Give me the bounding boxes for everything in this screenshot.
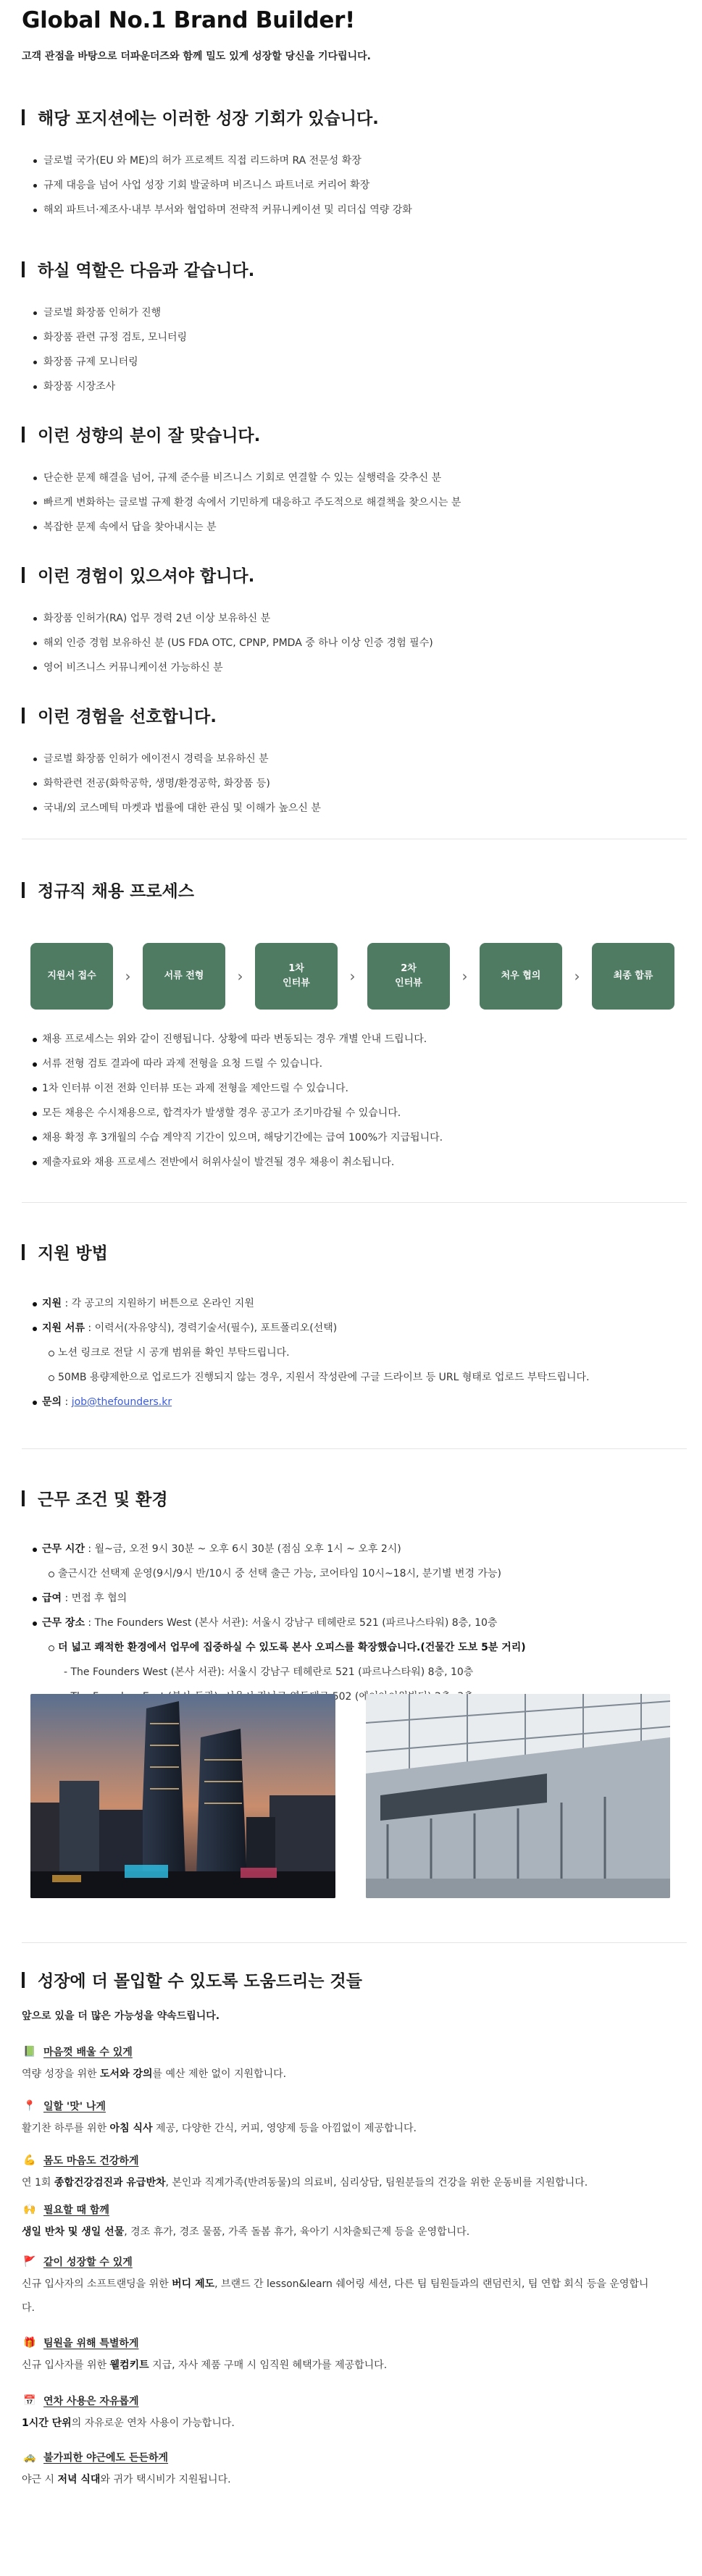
page-subtitle: 고객 관점을 바탕으로 더파운더즈와 함께 밀도 있게 성장할 당신을 기다립니다. <box>22 51 371 62</box>
flag-icon: 🚩 <box>23 2256 36 2267</box>
benefit-header <box>22 2199 674 2220</box>
apply-list <box>42 1291 590 1414</box>
chevron-right-icon: › <box>349 968 356 985</box>
desc-bold: 웰컴키트 <box>109 2359 149 2371</box>
list-item: 화학관련 전공(화학공학, 생명/환경공학, 화장품 등) <box>43 771 321 796</box>
benefit-header <box>22 2251 659 2273</box>
benefit-title: 필요할 때 함께 <box>43 2204 109 2216</box>
chevron-right-icon: › <box>125 968 131 985</box>
section-bar <box>22 109 25 125</box>
list-item: 제출자료와 채용 프로세스 전반에서 허위사실이 발견될 경우 채용이 취소됩니다. <box>42 1150 443 1175</box>
section-title-text: 정규직 채용 프로세스 <box>38 882 194 901</box>
benefits-lead: 앞으로 있을 더 많은 가능성을 약속드립니다. <box>22 2010 220 2022</box>
benefit-header <box>22 2446 674 2468</box>
divider <box>22 1448 687 1449</box>
section-title-text: 성장에 더 몰입할 수 있도록 도움드리는 것들 <box>38 1972 362 1991</box>
benefit-header <box>22 2149 674 2171</box>
work-place-note <box>42 1635 526 1660</box>
benefit-header <box>22 2095 674 2117</box>
benefit-health <box>22 2149 674 2195</box>
chevron-right-icon: › <box>574 968 580 985</box>
pray-icon: 🙌 <box>23 2204 36 2215</box>
benefit-together <box>22 2199 674 2244</box>
process-step: 지원서 접수 <box>30 943 113 1010</box>
apply-contact <box>42 1390 590 1414</box>
benefit-desc <box>22 2220 674 2244</box>
label: 급여 <box>42 1593 62 1604</box>
list-item: 모든 채용은 수시채용으로, 합격자가 발생할 경우 공고가 조기마감될 수 있습니다. <box>42 1101 443 1125</box>
desc-bold: 저녁 식대 <box>57 2474 101 2485</box>
section-title-process <box>22 878 194 902</box>
work-place-east: 502 <box>332 1691 352 1703</box>
section-title-text: 해당 포지션에는 이러한 성장 기회가 있습니다. <box>38 109 379 128</box>
section-title-conditions <box>22 1486 168 1510</box>
benefit-desc <box>22 2273 659 2320</box>
desc-bold: 생일 반차 및 생일 선물 <box>22 2226 125 2238</box>
benefit-title: 몸도 마음도 건강하게 <box>43 2155 139 2167</box>
desc-pre: 활기찬 하루를 위한 <box>22 2123 110 2134</box>
benefit-welcome <box>22 2332 674 2378</box>
benefit-title: 같이 성장할 수 있게 <box>43 2257 133 2268</box>
note-text: 더 넓고 쾌적한 환경에서 업무에 집중하실 수 있도록 본사 오피스를 확장했습니다.(건물간 도보 5분 거리) <box>58 1642 526 1653</box>
benefit-overtime <box>22 2446 674 2492</box>
benefit-title: 팀원을 위해 특별하게 <box>43 2338 139 2349</box>
process-step: 서류 전형 <box>143 943 225 1010</box>
benefit-desc <box>22 2171 674 2195</box>
benefit-desc <box>22 2468 674 2492</box>
list-item: 국내/외 코스메틱 마켓과 법률에 대한 관심 및 이해가 높으신 분 <box>43 796 321 821</box>
benefit-desc <box>22 2117 674 2141</box>
section-title-fit <box>22 422 260 446</box>
section-title-preferred <box>22 703 217 727</box>
list-item: 해외 파트너·제조사·내부 부서와 협업하며 전략적 커뮤니케이션 및 리더십 역량 강화 <box>43 198 412 222</box>
value: : 월~금, 오전 9시 30분 ~ 오후 6시 30분 (점심 오후 1시 ~ 오후 2시) <box>84 1543 401 1555</box>
office-entrance-photo <box>366 1694 670 1898</box>
separator: : <box>62 1396 72 1408</box>
divider <box>22 1202 687 1203</box>
benefit-title: 마음껏 배울 수 있게 <box>43 2047 133 2058</box>
section-title-benefits <box>22 1968 362 1992</box>
opportunity-list <box>43 148 412 222</box>
page-title: Global No.1 Brand Builder! <box>22 7 355 33</box>
list-item: 화장품 인허가(RA) 업무 경력 2년 이상 보유하신 분 <box>43 606 433 631</box>
list-item: 글로벌 화장품 인허가 에이전시 경력을 보유하신 분 <box>43 747 321 771</box>
list-item: 글로벌 화장품 인허가 진행 <box>43 301 187 325</box>
section-bar <box>22 261 25 277</box>
calendar-icon: 📅 <box>23 2395 36 2407</box>
chevron-right-icon: › <box>461 968 468 985</box>
process-notes <box>42 1027 443 1175</box>
process-step: 처우 협의 <box>480 943 562 1010</box>
preferred-list <box>43 747 321 821</box>
value: : The Founders West (본사 서관): 서울시 강남구 테헤란로 521 (파르나스타워) 8층, 10층 <box>84 1617 498 1629</box>
section-bar <box>22 567 25 583</box>
pin-icon: 📍 <box>23 2100 36 2112</box>
section-title-apply <box>22 1240 108 1264</box>
list-item: 화장품 관련 규정 검토, 모니터링 <box>43 325 187 350</box>
desc-post: 제공, 다양한 간식, 커피, 영양제 등을 아낌없이 제공합니다. <box>152 2123 417 2134</box>
label: 지원 <box>42 1298 62 1309</box>
work-place <box>42 1611 526 1635</box>
process-step: 2차 인터뷰 <box>367 943 450 1010</box>
section-title-required <box>22 563 254 587</box>
divider <box>22 1942 687 1943</box>
section-bar <box>22 882 25 898</box>
apply-docs-note: 50MB 용량제한으로 업로드가 진행되지 않는 경우, 지원서 작성란에 구글 드라이브 등 URL 형태로 업로드 부탁드립니다. <box>42 1365 590 1390</box>
desc-post: , 본인과 직계가족(반려동물)의 의료비, 심리상담, 팀원분들의 건강을 위한 운동비를 지원합니다. <box>165 2177 588 2189</box>
section-title-text: 하실 역할은 다음과 같습니다. <box>38 261 255 280</box>
duties-list <box>43 301 187 399</box>
desc-post: 를 예산 제한 없이 지원합니다. <box>152 2068 287 2080</box>
label: 근무 시간 <box>42 1543 85 1555</box>
desc-post: 와 귀가 택시비가 지원됩니다. <box>100 2474 231 2485</box>
list-item: 빠르게 변화하는 글로벌 규제 환경 속에서 기민하게 대응하고 주도적으로 해결책을 찾으시는 분 <box>43 490 461 515</box>
section-title-text: 근무 조건 및 환경 <box>38 1490 168 1509</box>
section-title-text: 이런 성향의 분이 잘 맞습니다. <box>38 427 261 445</box>
desc-post: 의 자유로운 연차 사용이 가능합니다. <box>71 2417 235 2429</box>
list-item: 복잡한 문제 속에서 답을 찾아내시는 분 <box>43 515 461 540</box>
desc-bold: 도서와 강의 <box>100 2068 153 2080</box>
fit-list <box>43 466 461 540</box>
required-list <box>43 606 433 680</box>
list-item: 규제 대응을 넘어 사업 성장 기회 발굴하며 비즈니스 파트너로 커리어 확장 <box>43 173 412 198</box>
section-title-text: 이런 경험을 선호합니다. <box>38 708 217 726</box>
desc-post: , 브랜드 간 lesson&learn 쉐어링 세션, 다른 팀 팀원들과의 랜덤런치, 팀 연합 회식 등을 운영합니다. <box>22 2278 649 2314</box>
benefit-title: 연차 사용은 자유롭게 <box>43 2396 139 2407</box>
car-icon: 🚕 <box>23 2451 36 2463</box>
benefit-header <box>22 2332 674 2354</box>
apply-docs-note: 노션 링크로 전달 시 공개 범위를 확인 부탁드립니다. <box>42 1341 590 1365</box>
gift-icon: 🎁 <box>23 2337 36 2349</box>
desc-bold: 버디 제도 <box>172 2278 215 2290</box>
benefit-leave <box>22 2390 674 2436</box>
desc-pre: 역량 성장을 위한 <box>22 2068 101 2080</box>
section-title-opportunity <box>22 105 379 129</box>
apply-docs <box>42 1316 590 1341</box>
benefit-title: 불가피한 야근에도 든든하게 <box>43 2452 169 2464</box>
benefit-desc <box>22 2354 674 2378</box>
desc-pre: 신규 입사자를 위한 <box>22 2359 110 2371</box>
muscle-icon: 💪 <box>23 2155 36 2166</box>
section-bar <box>22 1972 25 1988</box>
section-bar <box>22 1490 25 1506</box>
list-item: 화장품 시장조사 <box>43 374 187 399</box>
section-title-duties <box>22 257 254 281</box>
benefit-learning <box>22 2041 674 2086</box>
section-bar <box>22 708 25 723</box>
desc-bold: 아침 식사 <box>109 2123 153 2134</box>
book-icon: 📗 <box>23 2046 36 2057</box>
list-item: 채용 확정 후 3개월의 수습 계약직 기간이 있으며, 해당기간에는 급여 100%가 지급됩니다. <box>42 1125 443 1150</box>
desc-pre: 연 1회 <box>22 2177 54 2189</box>
process-step: 최종 합류 <box>592 943 674 1010</box>
list-item: 영어 비즈니스 커뮤니케이션 가능하신 분 <box>43 655 433 680</box>
benefit-meals <box>22 2095 674 2141</box>
office-tower-photo <box>30 1694 335 1898</box>
label: 지원 서류 <box>42 1322 85 1334</box>
desc-pre: 야근 시 <box>22 2474 58 2485</box>
conditions-list <box>42 1537 526 1709</box>
section-title-text: 지원 방법 <box>38 1244 108 1263</box>
value: : 면접 후 협의 <box>62 1593 128 1604</box>
desc-post: 지급, 자사 제품 구매 시 임직원 혜택가를 제공합니다. <box>149 2359 388 2371</box>
night-skyline-image <box>30 1694 335 1898</box>
work-time <box>42 1537 526 1561</box>
benefit-desc <box>22 2412 674 2436</box>
desc-pre: 신규 입사자의 소프트랜딩을 위한 <box>22 2278 172 2290</box>
benefit-title: 일할 '맛' 나게 <box>43 2101 106 2113</box>
desc-bold: 종합건강검진과 유급반차 <box>54 2177 166 2189</box>
list-item: 화장품 규제 모니터링 <box>43 350 187 374</box>
desc-post: , 경조 휴가, 경조 물품, 가족 돌봄 휴가, 육아기 시차출퇴근제 등을 운영합니다. <box>124 2226 470 2238</box>
work-time-note: 출근시간 선택제 운영(9시/9시 반/10시 중 선택 출근 가능, 코어타임 10시~18시, 분기별 변경 가능) <box>42 1561 526 1586</box>
list-item: 채용 프로세스는 위와 같이 진행됩니다. 상황에 따라 변동되는 경우 개별 안내 드립니다. <box>42 1027 443 1052</box>
label: 근무 장소 <box>42 1617 85 1629</box>
list-item: 단순한 문제 해결을 넘어, 규제 준수를 비즈니스 기회로 연결할 수 있는 실행력을 갖추신 분 <box>43 466 461 490</box>
apply-how <box>42 1291 590 1316</box>
list-item: 1차 인터뷰 이전 전화 인터뷰 또는 과제 전형을 제안드릴 수 있습니다. <box>42 1076 443 1101</box>
benefit-header <box>22 2041 674 2063</box>
office-building-image <box>366 1694 670 1898</box>
list-item: 해외 인증 경험 보유하신 분 (US FDA OTC, CPNP, PMDA 중 하나 이상 인증 경험 필수) <box>43 631 433 655</box>
section-bar <box>22 1244 25 1260</box>
value: : 이력서(자유양식), 경력기술서(필수), 포트폴리오(선택) <box>84 1322 338 1334</box>
benefit-desc <box>22 2063 674 2086</box>
benefit-header <box>22 2390 674 2412</box>
label: 문의 <box>42 1396 62 1408</box>
section-title-text: 이런 경험이 있으셔야 합니다. <box>38 567 255 586</box>
work-place-west: - The Founders West (본사 서관): 서울시 강남구 테헤란로 521 (파르나스타워) 8층, 10층 <box>64 1666 474 1678</box>
salary <box>42 1586 526 1611</box>
section-bar <box>22 427 25 442</box>
process-step: 1차 인터뷰 <box>255 943 338 1010</box>
contact-email-link[interactable]: job@thefounders.kr <box>71 1396 172 1408</box>
desc-bold: 1시간 단위 <box>22 2417 72 2429</box>
list-item: 글로벌 국가(EU 와 ME)의 허가 프로젝트 직접 리드하며 RA 전문성 확장 <box>43 148 412 173</box>
hiring-process-flow <box>30 943 674 1010</box>
chevron-right-icon: › <box>237 968 243 985</box>
list-item: 서류 전형 검토 결과에 따라 과제 전형을 요청 드릴 수 있습니다. <box>42 1052 443 1076</box>
value: : 각 공고의 지원하기 버튼으로 온라인 지원 <box>62 1298 254 1309</box>
benefit-growth <box>22 2251 659 2320</box>
